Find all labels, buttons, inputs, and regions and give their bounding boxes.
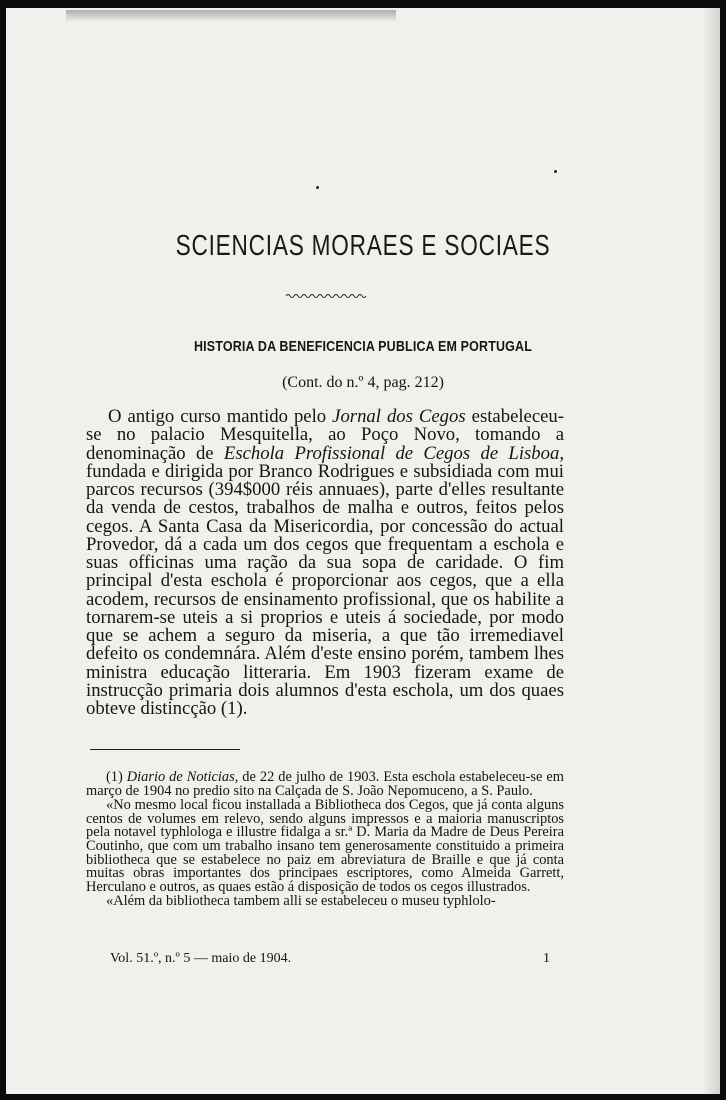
body-italic-school: Eschola Profissional de Cegos de Lisboa,: [223, 442, 564, 464]
page-footer: [110, 951, 550, 969]
body-text-1: O antigo curso mantido pelo: [108, 406, 333, 427]
body-text-3: fundada e dirigida por Branco Rodrigues e subsidiada com mui parcos recursos (394$000 réis annuaes), parte d'elles resultante da venda de cestos, trabalhos de malha e outros, feitos pelos cegos. A Santa Casa da Misericordia, por concessão do actual Provedor, dá a cada um dos cegos que frequentam a eschola e suas officinas uma ração da sua sopa de caridade. O fim principal d'esta eschola é proporcionar aos cegos, que a ella acodem, recursos de ensinamento profissional, que os habilite a tornarem-se uteis a si proprios e uteis á sociedade, por modo que se achem a seguro da miseria, a que tão irremediavel defeito os condemnára. Além d'este ensino porém, tambem lhes ministra educação litteraria. Em 1903 fizeram exame de instrucção primaria dois alumnos d'esta eschola, um dos quaes obteve distincção (1).: [86, 460, 564, 719]
speck: [316, 186, 319, 189]
body-italic-journal: Jornal dos Cegos: [332, 406, 466, 427]
footnote-rule: [90, 749, 240, 750]
scan-edge-shadow: [702, 8, 720, 1094]
volume-line: Vol. 51.º, n.º 5 — maio de 1904.: [110, 951, 292, 966]
article-title: HISTORIA DA BENEFICENCIA PUBLICA EM PORTUGAL: [193, 339, 533, 355]
footnote-1-text: de 22 de julho de 1903. Esta eschola estabeleceu-se em março de 1904 no predio sito na Calçada de S. João Nepomuceno, a S. Paulo.: [86, 769, 564, 799]
ornament-divider: [282, 291, 372, 301]
section-title: SCIENCIAS MORAES E SOCIAES: [175, 230, 551, 262]
footnote-source: Diario de Noticias,: [126, 769, 239, 785]
footnote-marker: (1): [106, 769, 127, 785]
body-text-2: estabeleceu-se no palacio Mesquitella, ao Poço Novo, tomando a denominação de: [86, 406, 564, 464]
body-paragraph: [86, 408, 564, 718]
speck: [554, 170, 557, 173]
footnote-1: [86, 771, 564, 798]
signature-mark: 1: [543, 951, 550, 966]
continuation-note: (Cont. do n.º 4, pag. 212): [282, 374, 444, 391]
scan-smudge: [66, 10, 396, 22]
footnote-3: «Além da bibliotheca tambem alli se estabeleceu o museu typhlolo-: [106, 893, 496, 910]
footnotes: [86, 771, 564, 909]
page: [6, 8, 720, 1094]
footnote-2: «No mesmo local ficou installada a Bibliotheca dos Cegos, que já conta alguns centos de volumes em relevo, sendo alguns impressos e a maioria manuscriptos pela notavel typhlologa e illustre fidalga a sr.ª D. Maria da Madre de Deus Pereira Coutinho, que com um trabalho insano tem generosamente constituido a primeira bibliotheca que se estabelece no paiz em abreviatura de Braille e que já conta muitas obras importantes dos principaes escriptores, como Almeida Garrett, Herculano e outros, as quaes estão á disposição de todos os cegos illustrados.: [86, 797, 564, 895]
